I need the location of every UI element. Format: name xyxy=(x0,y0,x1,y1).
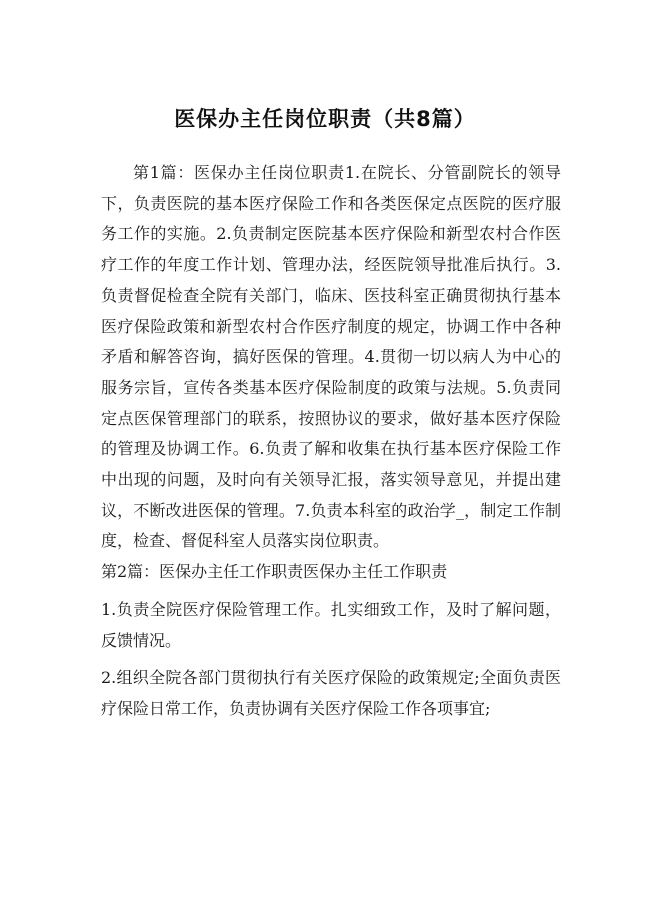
document-title: 医保办主任岗位职责（共8篇） xyxy=(174,107,476,131)
paragraph-chapter-2-heading: 第2篇：医保办主任工作职责医保办主任工作职责 xyxy=(101,562,448,582)
document-body xyxy=(101,158,561,725)
paragraph-chapter-1: 第1篇：医保办主任岗位职责1.在院长、分管副院长的领导下，负责医院的基本医疗保险工作和各类医保定点医院的医疗服务工作的实施。2.负责制定医院基本医疗保险和新型农村合作医疗工作的年度工作计划、管理办法，经医院领导批准后执行。3.负责督促检查全院有关部门，临床、医技科室正确贯彻执行基本医疗保险政策和新型农村合作医疗制度的规定，协调工作中各种矛盾和解答咨询，搞好医保的管理。4.贯彻一切以病人为中心的服务宗旨，宣传各类基本医疗保险制度的政策与法规。5.负责同定点医保管理部门的联系，按照协议的要求，做好基本医疗保险的管理及协调工作。6.负责了解和收集在执行基本医疗保险工作中出现的问题，及时向有关领导汇报，落实领导意见，并提出建议，不断改进医保的管理。7.负责本科室的政治学_，制定工作制度，检查、督促科室人员落实岗位职责。 xyxy=(101,163,561,551)
paragraph-item-2: 2.组织全院各部门贯彻执行有关医疗保险的政策规定;全面负责医疗保险日常工作，负责协调有关医疗保险工作各项事宜; xyxy=(101,668,561,718)
paragraph-item-1: 1.负责全院医疗保险管理工作。扎实细致工作，及时了解问题，反馈情况。 xyxy=(101,599,561,650)
